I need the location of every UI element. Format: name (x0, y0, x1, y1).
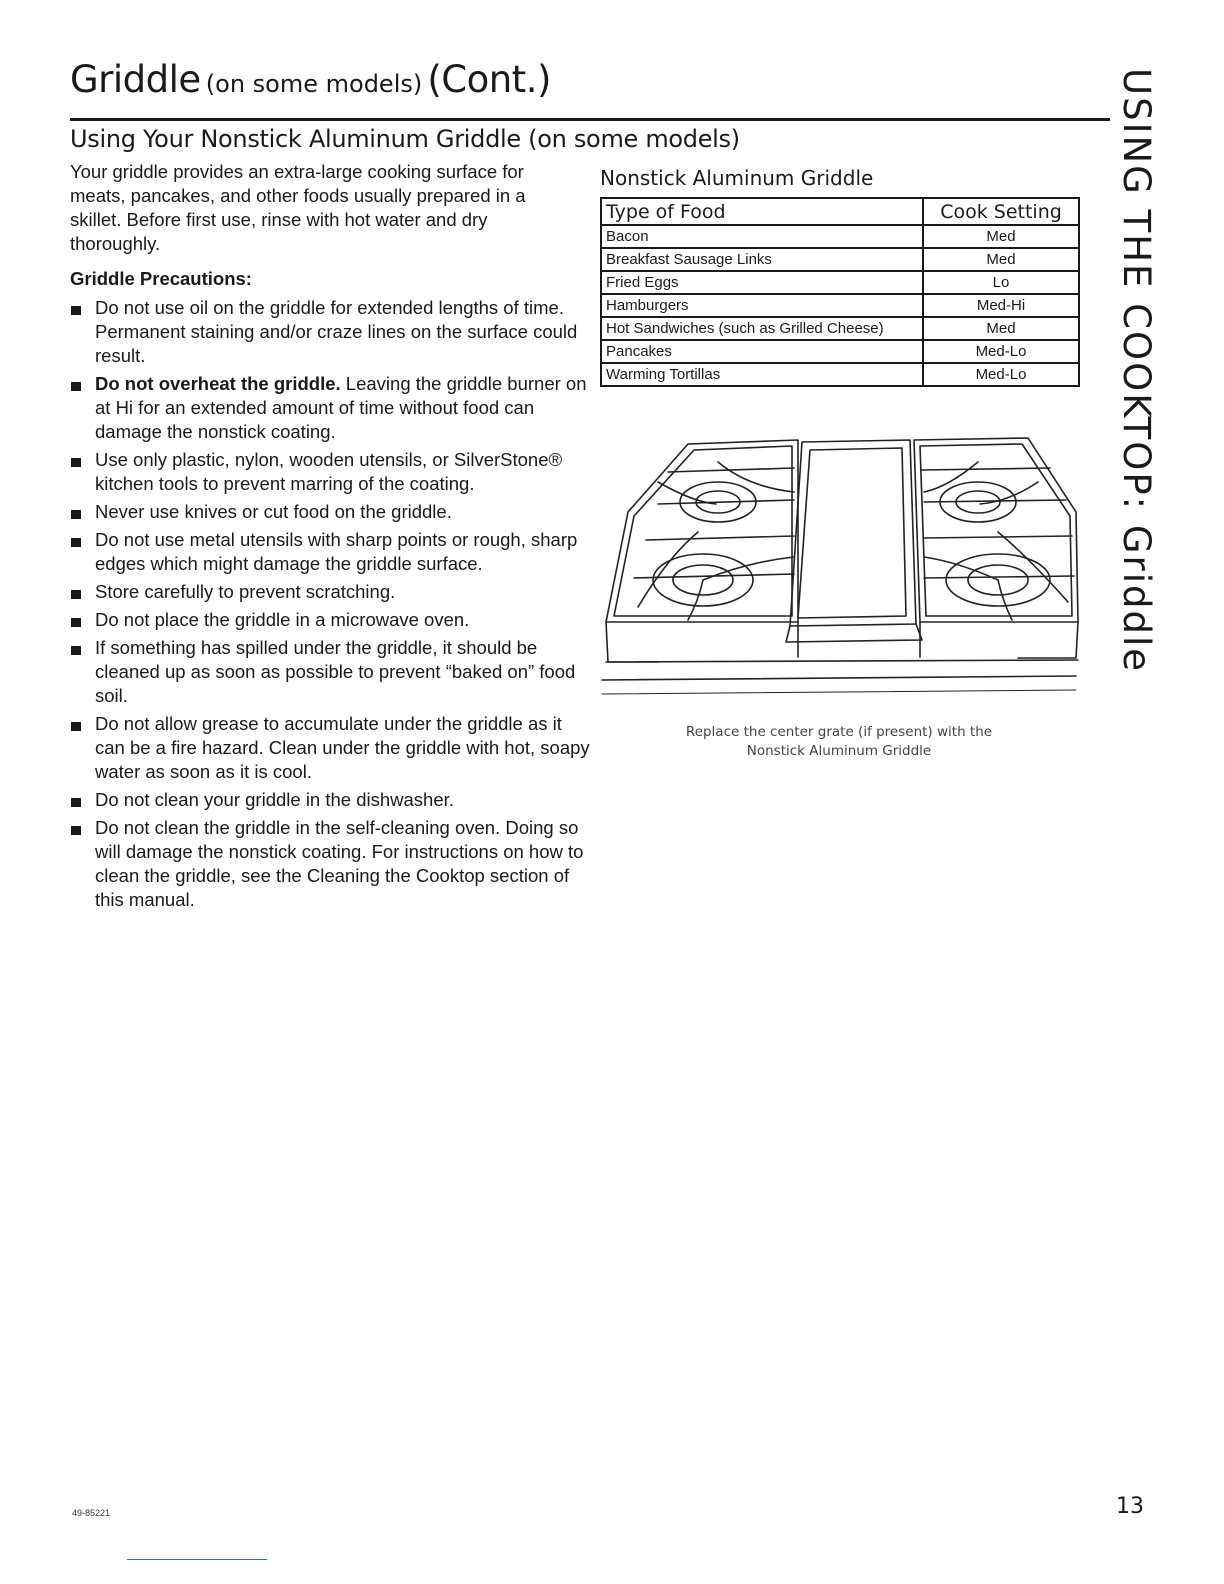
left-grate-icon (606, 440, 798, 662)
food-cell: Pancakes (601, 340, 923, 363)
title-main: Griddle (70, 58, 201, 101)
list-item: Use only plastic, nylon, wooden utensils, or SilverStone® kitchen tools to prevent marring of the coating. (70, 448, 590, 496)
list-item: Do not overheat the griddle. Leaving the griddle burner on at Hi for an extended amount of time without food can damage the nonstick coating. (70, 372, 590, 444)
table-row (601, 317, 1079, 340)
bullet-icon (71, 382, 81, 391)
bullet-icon (71, 510, 81, 519)
setting-cell: Med (923, 248, 1079, 271)
cooktop-edge-line (606, 660, 1078, 662)
setting-cell: Med (923, 225, 1079, 248)
table-row (601, 363, 1079, 386)
bullet-icon (71, 826, 81, 835)
list-item: Do not allow grease to accumulate under the griddle as it can be a fire hazard. Clean under the griddle with hot, soapy water as soon as it is cool. (70, 712, 590, 784)
table-row (601, 225, 1079, 248)
document-number: 49-85221 (72, 1508, 111, 1518)
bullet-icon (71, 306, 81, 315)
caption-line-2: Nonstick Aluminum Griddle (746, 743, 932, 759)
list-item: Do not clean your griddle in the dishwasher. (70, 788, 590, 812)
cooktop-front-line (602, 676, 1076, 680)
title-cont: (Cont.) (427, 58, 551, 101)
table-title: Nonstick Aluminum Griddle (600, 166, 874, 190)
table-row (601, 271, 1079, 294)
bullet-icon (71, 458, 81, 467)
table-row (601, 294, 1079, 317)
caption-line-1: Replace the center grate (if present) with the (685, 724, 993, 740)
section-side-tab: USING THE COOKTOP: Griddle (1115, 68, 1158, 674)
column-header-setting: Cook Setting (923, 198, 1079, 225)
list-item: Do not clean the griddle in the self-cleaning oven. Doing so will damage the nonstick coating. For instructions on how to clean the griddle, see the Cleaning the Cooktop section of this manual. (70, 816, 590, 912)
setting-cell: Med-Lo (923, 363, 1079, 386)
page-title (70, 58, 1110, 121)
bullet-icon (71, 646, 81, 655)
right-grate-icon (914, 438, 1078, 658)
title-paren: (on some models) (205, 70, 423, 98)
setting-cell: Lo (923, 271, 1079, 294)
food-cell: Breakfast Sausage Links (601, 248, 923, 271)
food-cell: Hot Sandwiches (such as Grilled Cheese) (601, 317, 923, 340)
precautions-list (70, 296, 590, 916)
bullet-icon (71, 590, 81, 599)
bullet-icon (71, 538, 81, 547)
list-item: Never use knives or cut food on the griddle. (70, 500, 590, 524)
cook-settings-table (600, 197, 1080, 387)
setting-cell: Med-Hi (923, 294, 1079, 317)
page-number: 13 (1116, 1494, 1144, 1519)
bullet-icon (71, 722, 81, 731)
setting-cell: Med-Lo (923, 340, 1079, 363)
cooktop-griddle-illustration (598, 432, 1082, 702)
list-item: Do not place the griddle in a microwave oven. (70, 608, 590, 632)
setting-cell: Med (923, 317, 1079, 340)
food-cell: Hamburgers (601, 294, 923, 317)
griddle-plate-icon (786, 440, 922, 642)
food-cell: Warming Tortillas (601, 363, 923, 386)
food-cell: Bacon (601, 225, 923, 248)
list-item: Do not use oil on the griddle for extended lengths of time. Permanent staining and/or craze lines on the surface could result. (70, 296, 590, 368)
figure-caption (600, 723, 1078, 761)
bullet-icon (71, 618, 81, 627)
column-header-food: Type of Food (601, 198, 923, 225)
intro-paragraph: Your griddle provides an extra-large cooking surface for meats, pancakes, and other foods usually prepared in a skillet. Before first use, rinse with hot water and dry thoroughly. (70, 161, 526, 254)
list-item: Store carefully to prevent scratching. (70, 580, 590, 604)
list-item: Do not use metal utensils with sharp points or rough, sharp edges which might damage the griddle surface. (70, 528, 590, 576)
table-header-row (601, 198, 1079, 225)
precautions-heading: Griddle Precautions: (70, 268, 252, 289)
list-item: If something has spilled under the griddle, it should be cleaned up as soon as possible to prevent “baked on” food soil. (70, 636, 590, 708)
food-cell: Fried Eggs (601, 271, 923, 294)
table-row (601, 340, 1079, 363)
table-row (601, 248, 1079, 271)
section-subtitle: Using Your Nonstick Aluminum Griddle (on some models) (70, 125, 740, 153)
cooktop-bottom-line (602, 690, 1076, 694)
bullet-icon (71, 798, 81, 807)
footer-divider (127, 1559, 267, 1560)
